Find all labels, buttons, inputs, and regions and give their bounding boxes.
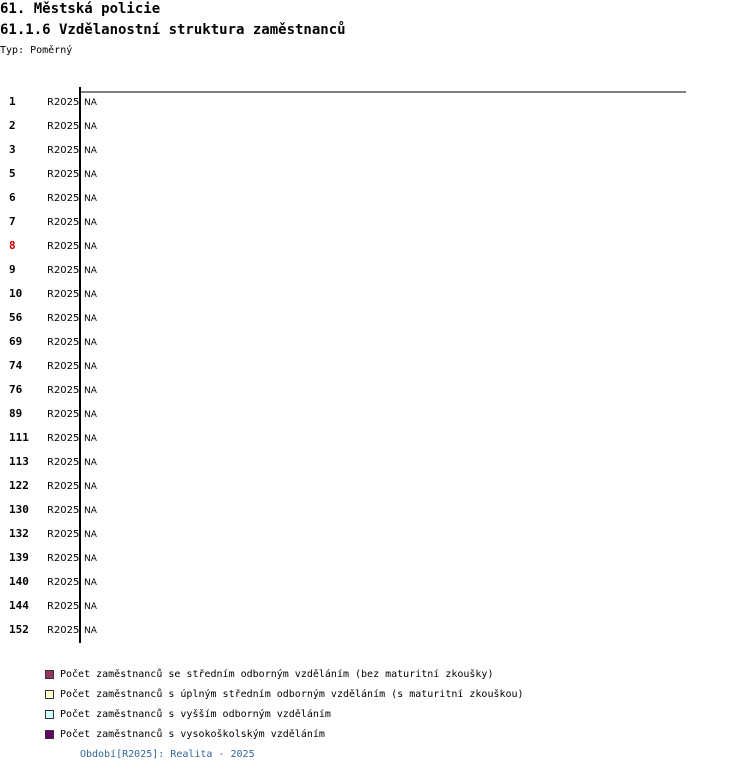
period-label: R2025 xyxy=(47,505,80,516)
legend-label: Počet zaměstnanců s vysokoškolským vzděláním xyxy=(60,728,325,740)
chart-title: 61.1.6 Vzdělanostní struktura zaměstnanců xyxy=(0,22,346,38)
period-label: R2025 xyxy=(47,313,80,324)
data-label: NA xyxy=(84,98,97,108)
period-label: R2025 xyxy=(47,265,80,276)
legend-item xyxy=(45,664,524,684)
period-label: R2025 xyxy=(47,577,80,588)
data-label: NA xyxy=(84,434,97,444)
category-label: 5 xyxy=(9,167,16,180)
category-label: 89 xyxy=(9,407,23,420)
chart-type-label: Typ: Poměrný xyxy=(0,45,73,56)
category-label: 76 xyxy=(9,383,23,396)
category-label: 152 xyxy=(9,623,29,636)
legend-swatch xyxy=(45,730,54,739)
legend-swatch xyxy=(45,670,54,679)
period-label: R2025 xyxy=(47,481,80,492)
period-label: R2025 xyxy=(47,529,80,540)
data-label: NA xyxy=(84,146,97,156)
data-label: NA xyxy=(84,290,97,300)
legend-item xyxy=(45,724,524,744)
legend-item xyxy=(45,684,524,704)
period-label: R2025 xyxy=(47,337,80,348)
period-note: Období[R2025]: Realita - 2025 xyxy=(80,749,255,760)
data-label: NA xyxy=(84,530,97,540)
data-label: NA xyxy=(84,482,97,492)
data-label: NA xyxy=(84,314,97,324)
category-label: 3 xyxy=(9,143,16,156)
data-label: NA xyxy=(84,242,97,252)
chart-plot xyxy=(0,85,700,650)
category-label: 74 xyxy=(9,359,23,372)
period-label: R2025 xyxy=(47,289,80,300)
data-label: NA xyxy=(84,362,97,372)
category-label: 113 xyxy=(9,455,29,468)
data-label: NA xyxy=(84,170,97,180)
data-label: NA xyxy=(84,122,97,132)
category-label: 69 xyxy=(9,335,23,348)
data-label: NA xyxy=(84,386,97,396)
category-label: 139 xyxy=(9,551,29,564)
period-label: R2025 xyxy=(47,169,80,180)
period-label: R2025 xyxy=(47,217,80,228)
data-label: NA xyxy=(84,554,97,564)
period-label: R2025 xyxy=(47,121,80,132)
category-label: 111 xyxy=(9,431,29,444)
category-label: 56 xyxy=(9,311,23,324)
period-label: R2025 xyxy=(47,361,80,372)
period-label: R2025 xyxy=(47,385,80,396)
data-label: NA xyxy=(84,410,97,420)
data-label: NA xyxy=(84,578,97,588)
data-label: NA xyxy=(84,338,97,348)
period-label: R2025 xyxy=(47,97,80,108)
data-label: NA xyxy=(84,266,97,276)
category-label: 2 xyxy=(9,119,16,132)
chart-legend xyxy=(45,664,524,744)
period-label: R2025 xyxy=(47,145,80,156)
legend-label: Počet zaměstnanců s vyšším odborným vzděláním xyxy=(60,708,331,720)
data-label: NA xyxy=(84,458,97,468)
data-label: NA xyxy=(84,218,97,228)
data-label: NA xyxy=(84,506,97,516)
legend-swatch xyxy=(45,710,54,719)
category-label: 140 xyxy=(9,575,29,588)
period-label: R2025 xyxy=(47,409,80,420)
period-label: R2025 xyxy=(47,553,80,564)
period-label: R2025 xyxy=(47,601,80,612)
legend-label: Počet zaměstnanců s úplným středním odborným vzděláním (s maturitní zkouškou) xyxy=(60,688,524,700)
category-label: 122 xyxy=(9,479,29,492)
category-label: 8 xyxy=(9,239,16,252)
data-label: NA xyxy=(84,602,97,612)
category-label: 132 xyxy=(9,527,29,540)
legend-label: Počet zaměstnanců se středním odborným vzděláním (bez maturitní zkoušky) xyxy=(60,668,494,680)
period-label: R2025 xyxy=(47,625,80,636)
category-label: 7 xyxy=(9,215,16,228)
data-label: NA xyxy=(84,194,97,204)
period-label: R2025 xyxy=(47,241,80,252)
category-label: 144 xyxy=(9,599,29,612)
legend-swatch xyxy=(45,690,54,699)
category-label: 9 xyxy=(9,263,16,276)
page-title: 61. Městská policie xyxy=(0,1,161,17)
category-label: 1 xyxy=(9,95,16,108)
period-label: R2025 xyxy=(47,193,80,204)
category-label: 6 xyxy=(9,191,16,204)
data-label: NA xyxy=(84,626,97,636)
legend-item xyxy=(45,704,524,724)
category-label: 130 xyxy=(9,503,29,516)
period-label: R2025 xyxy=(47,457,80,468)
category-label: 10 xyxy=(9,287,23,300)
period-label: R2025 xyxy=(47,433,80,444)
